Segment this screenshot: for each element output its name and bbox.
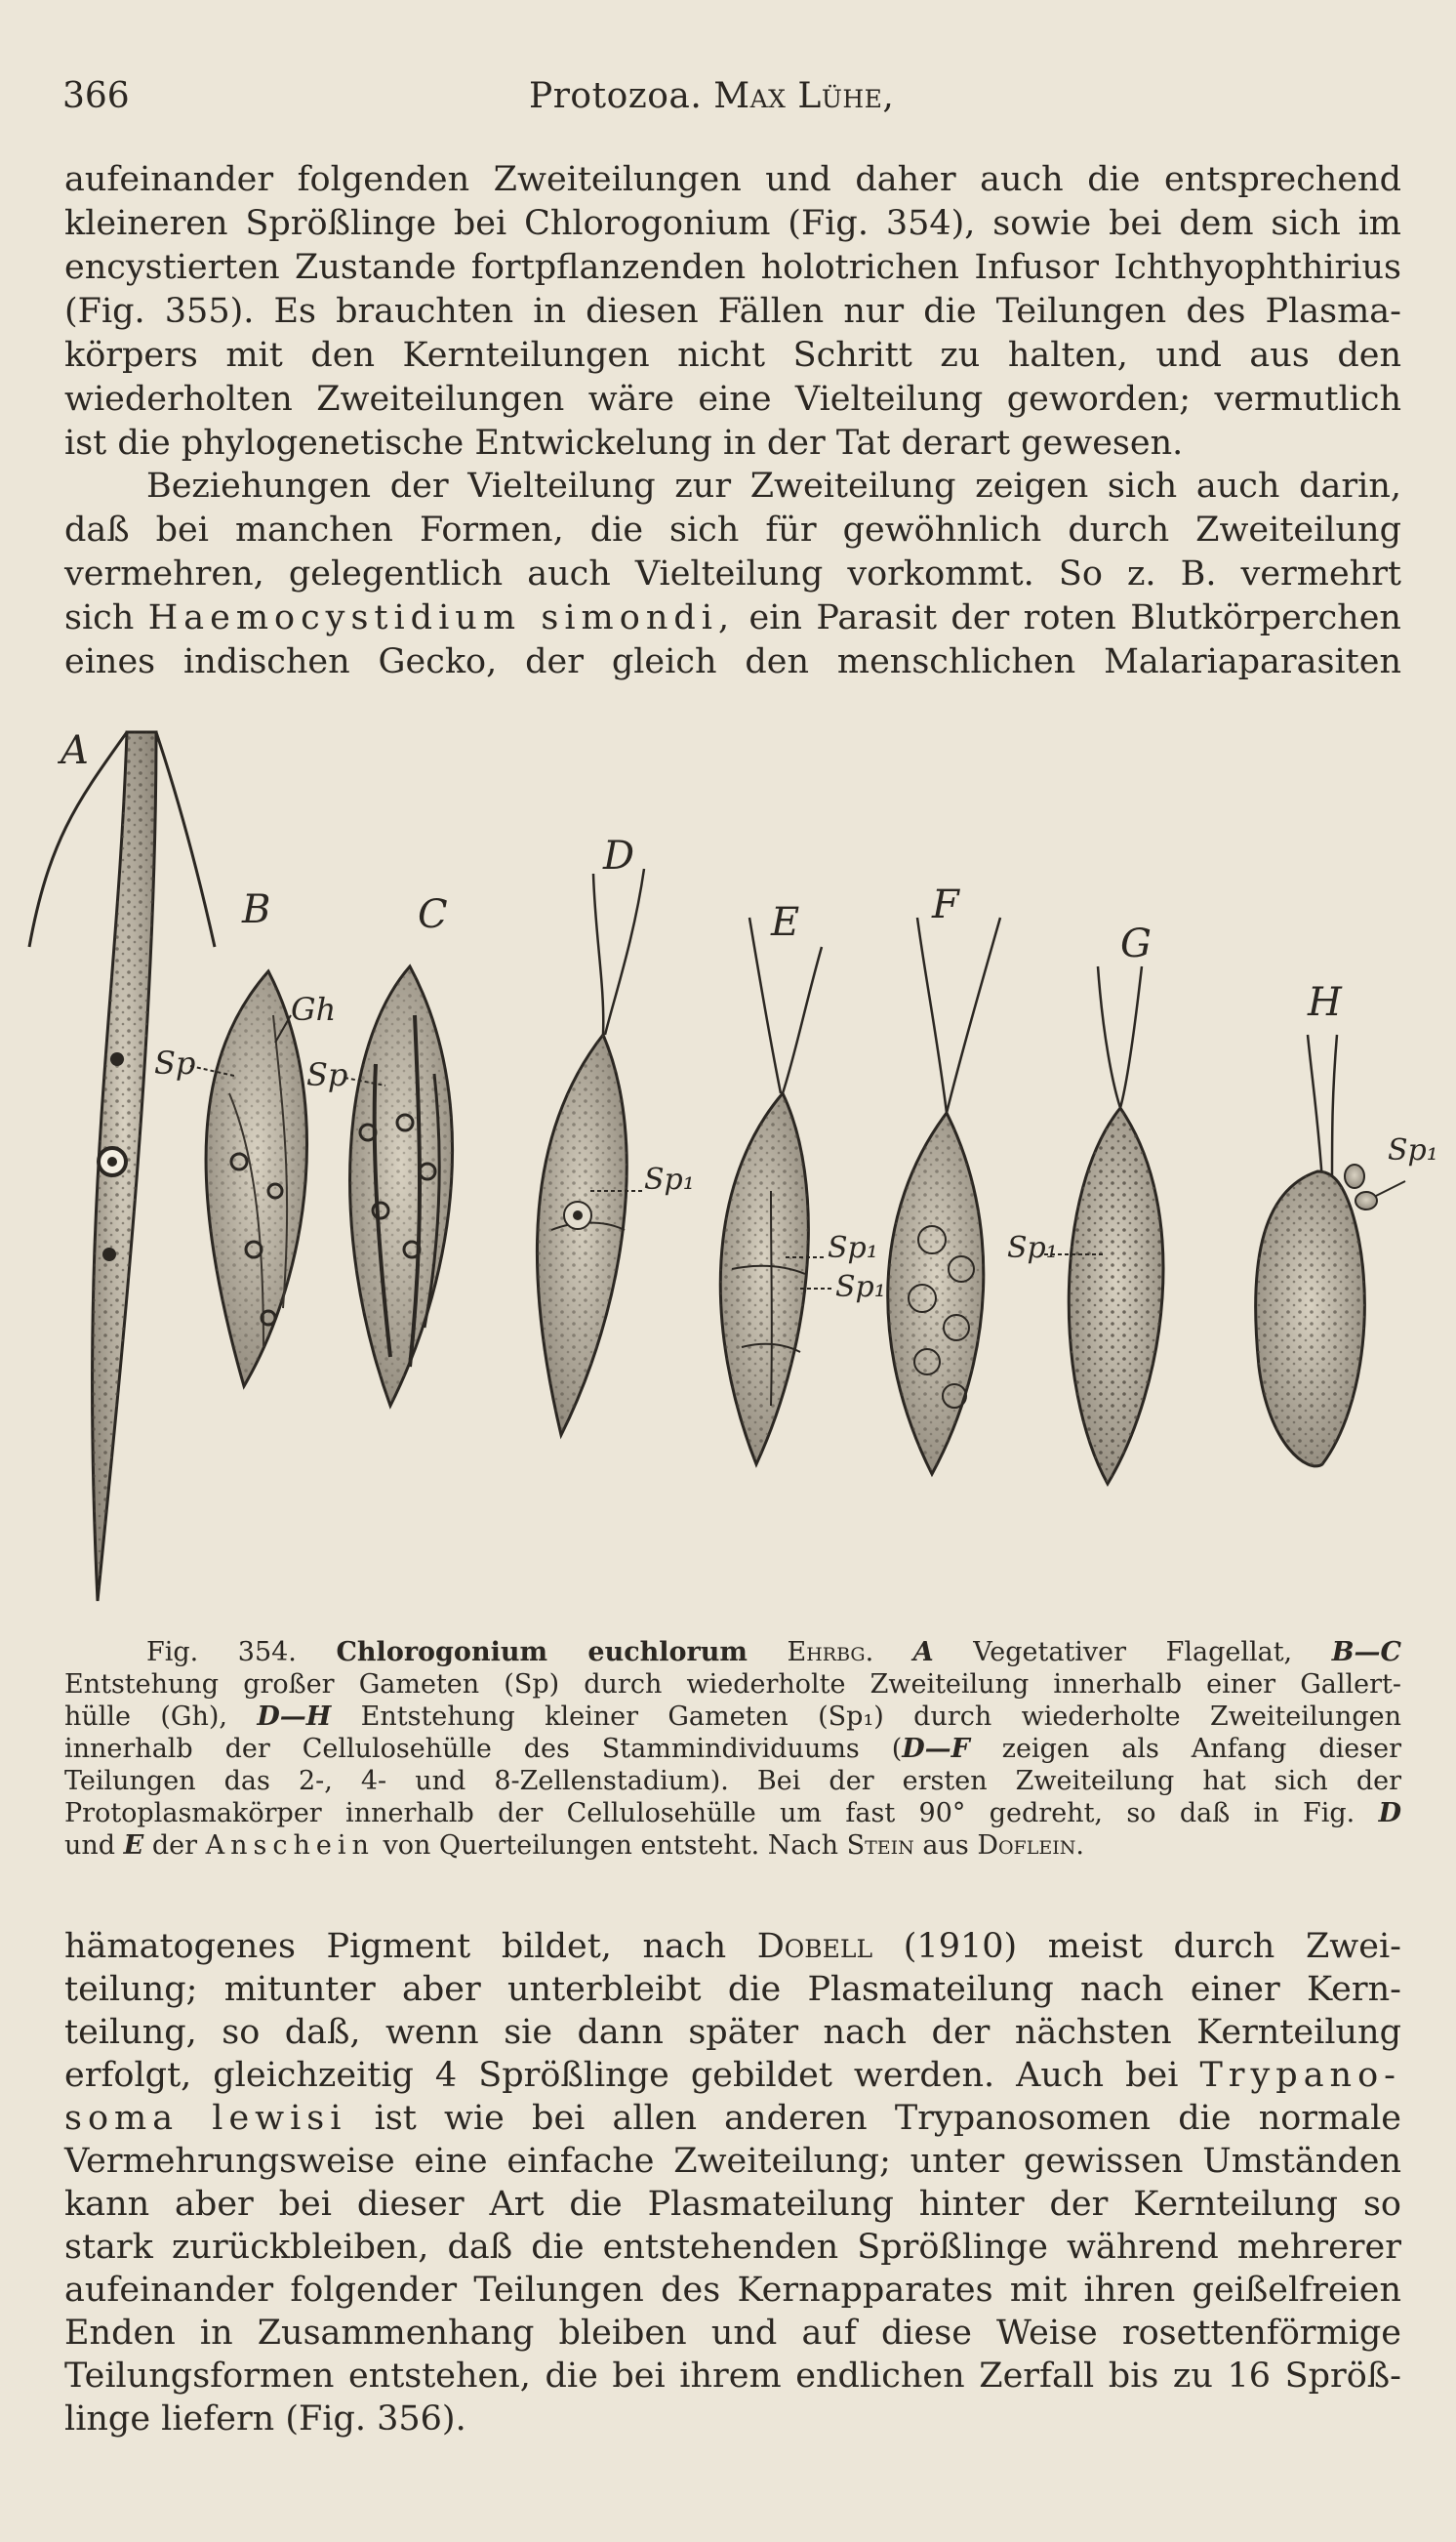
author-name: Dobell <box>756 1927 873 1966</box>
organism-e <box>720 918 822 1464</box>
label-sp1-e1: Sp₁ <box>828 1231 878 1265</box>
text-segment: ein Parasit der roten Blutkörperchen <box>748 598 1401 637</box>
caption-letter-range: D—H <box>257 1702 332 1732</box>
figure-letter-g: G <box>1120 922 1152 966</box>
text-line: vermehren, gelegentlich auch Vielteilung vorkommt. So z. B. vermehrt <box>64 554 1401 594</box>
text-segment: ist wie bei allen anderen Trypanosomen die normale <box>374 2099 1401 2138</box>
organism-g <box>1069 966 1163 1484</box>
organism-h <box>1256 1035 1405 1466</box>
text-line <box>64 2054 1401 2097</box>
caption-line <box>64 1636 1401 1668</box>
text-line: aufeinander folgender Teilungen des Kernapparates mit ihren geißelfreien <box>64 2271 1401 2310</box>
text-line: encystierten Zustande fortpflanzenden holotrichen Infusor Ichthyophthirius <box>64 248 1401 287</box>
text-line: ist die phylogenetische Entwickelung in der Tat derart gewesen. <box>64 424 1184 463</box>
caption-line <box>64 1829 1401 1862</box>
genus-name: Trypano- <box>1199 2056 1401 2095</box>
text-line: aufeinander folgenden Zweiteilungen und daher auch die entsprechend <box>64 160 1401 199</box>
text-segment: der <box>151 1830 198 1861</box>
text-line: Teilungsformen entstehen, die bei ihrem endlichen Zerfall bis zu 16 Spröß- <box>64 2357 1401 2396</box>
running-title <box>529 76 894 116</box>
label-sp1-g: Sp₁ <box>1007 1231 1058 1265</box>
page-header <box>62 76 1401 125</box>
text-line: Beziehungen der Vielteilung zur Zweiteilung zeigen sich auch darin, <box>146 467 1401 506</box>
label-sp1-d: Sp₁ <box>644 1163 695 1197</box>
organism-a <box>29 732 215 1601</box>
figure-letter-d: D <box>603 834 635 879</box>
text-segment: aus <box>922 1830 969 1861</box>
running-title-author: Max Lühe, <box>713 76 895 116</box>
page-number: 366 <box>62 76 130 116</box>
caption-line: Teilungen das 2-, 4- und 8-Zellenstadium). Bei der ersten Zweiteilung hat sich der <box>64 1766 1401 1796</box>
figure-354 <box>20 722 1438 1640</box>
text-line: kleineren Sprößlinge bei Chlorogonium (Fig. 354), sowie bei dem sich im <box>64 204 1401 243</box>
text-line: teilung, so daß, wenn sie dann später nach der nächsten Kernteilung <box>64 2013 1401 2052</box>
organism-c <box>350 966 453 1406</box>
organism-b <box>206 971 306 1386</box>
text-line: Enden in Zusammenhang bleiben und auf diese Weise rosettenförmige <box>64 2314 1401 2353</box>
text-line <box>64 596 1401 640</box>
caption-letter: D <box>1378 1798 1401 1828</box>
figure-reference: Fig. 354. <box>146 1637 297 1667</box>
text-segment: erfolgt, gleichzeitig 4 Sprößlinge gebildet werden. Auch bei <box>64 2056 1179 2095</box>
label-sp1-e2: Sp₁ <box>835 1270 886 1304</box>
text-segment: innerhalb der Cellulosehülle des Stammindividuums ( <box>64 1734 903 1764</box>
figure-letter-a: A <box>61 728 89 773</box>
figure-letter-h: H <box>1308 980 1342 1025</box>
text-line <box>64 2097 1401 2140</box>
text-segment: und <box>64 1830 116 1861</box>
text-line: daß bei manchen Formen, die sich für gewöhnlich durch Zweiteilung <box>64 511 1401 550</box>
caption-letter: A <box>912 1637 934 1667</box>
species-name: Haemocystidium simondi, <box>147 598 736 637</box>
spaced-word: Anschein <box>205 1830 375 1861</box>
text-line: eines indischen Gecko, der gleich den menschlichen Malariaparasiten <box>64 642 1401 681</box>
text-segment: zeigen als Anfang dieser <box>1001 1734 1401 1764</box>
text-line: Vermehrungsweise eine einfache Zweiteilung; unter gewissen Umständen <box>64 2142 1401 2181</box>
text-segment: hämatogenes Pigment bildet, nach <box>64 1927 727 1966</box>
figure-illustration <box>20 722 1438 1640</box>
caption-line <box>64 1733 1401 1765</box>
caption-line <box>64 1701 1401 1733</box>
text-segment: Vegetativer Flagellat, <box>973 1637 1293 1667</box>
species-name: soma lewisi <box>64 2099 347 2138</box>
caption-line: Entstehung großer Gameten (Sp) durch wiederholte Zweiteilung innerhalb einer Gallert- <box>64 1669 1401 1700</box>
species-name: Chlorogonium euchlorum <box>336 1637 748 1667</box>
text-segment: Entstehung kleiner Gameten (Sp₁) durch wiederholte Zweiteilungen <box>360 1702 1401 1732</box>
author-name: Stein <box>846 1830 914 1861</box>
label-gh: Gh <box>291 991 337 1028</box>
text-line: kann aber bei dieser Art die Plasmateilung hinter der Kernteilung so <box>64 2185 1401 2224</box>
organism-d <box>537 869 644 1435</box>
text-line: körpers mit den Kernteilungen nicht Schritt zu halten, und aus den <box>64 336 1401 375</box>
text-segment: von Querteilungen entsteht. Nach <box>383 1830 839 1861</box>
paragraph-beziehungen <box>64 465 1401 684</box>
organism-f <box>888 918 1000 1474</box>
text-segment: hülle (Gh), <box>64 1702 227 1732</box>
caption-letter-range: B—C <box>1331 1637 1401 1667</box>
text-segment: Protoplasmakörper innerhalb der Cellulosehülle um fast 90° gedreht, so daß in Fig. <box>64 1798 1355 1828</box>
paragraph-bottom <box>64 1925 1401 2440</box>
figure-letter-f: F <box>932 882 959 927</box>
text-line: wiederholten Zweiteilungen wäre eine Vielteilung geworden; vermutlich <box>64 380 1401 419</box>
figure-letter-b: B <box>242 887 271 932</box>
text-line: (Fig. 355). Es brauchten in diesen Fällen nur die Teilungen des Plasma- <box>64 292 1401 331</box>
text-line: teilung; mitunter aber unterbleibt die Plasmateilung nach einer Kern- <box>64 1970 1401 2009</box>
caption-letter-range: D—F <box>902 1734 970 1764</box>
text-segment: sich <box>64 598 135 637</box>
text-segment: (1910) meist durch Zwei- <box>903 1927 1401 1966</box>
author-name: Doflein. <box>977 1830 1084 1861</box>
text-line: linge liefern (Fig. 356). <box>64 2399 466 2439</box>
text-line <box>64 1925 1401 1968</box>
caption-letter: E <box>123 1830 144 1861</box>
figure-caption <box>64 1636 1401 1862</box>
paragraph-top <box>64 158 1401 466</box>
label-sp-c: Sp <box>306 1056 348 1093</box>
label-sp1-h: Sp₁ <box>1388 1133 1438 1168</box>
text-line: stark zurückbleiben, daß die entstehenden Sprößlinge während mehrerer <box>64 2228 1401 2267</box>
figure-letter-e: E <box>771 900 800 945</box>
figure-letter-c: C <box>418 892 448 937</box>
taxon-author: Ehrbg. <box>787 1637 874 1667</box>
running-title-prefix: Protozoa. <box>529 76 703 116</box>
caption-line <box>64 1797 1401 1829</box>
label-sp-b: Sp <box>154 1045 196 1082</box>
